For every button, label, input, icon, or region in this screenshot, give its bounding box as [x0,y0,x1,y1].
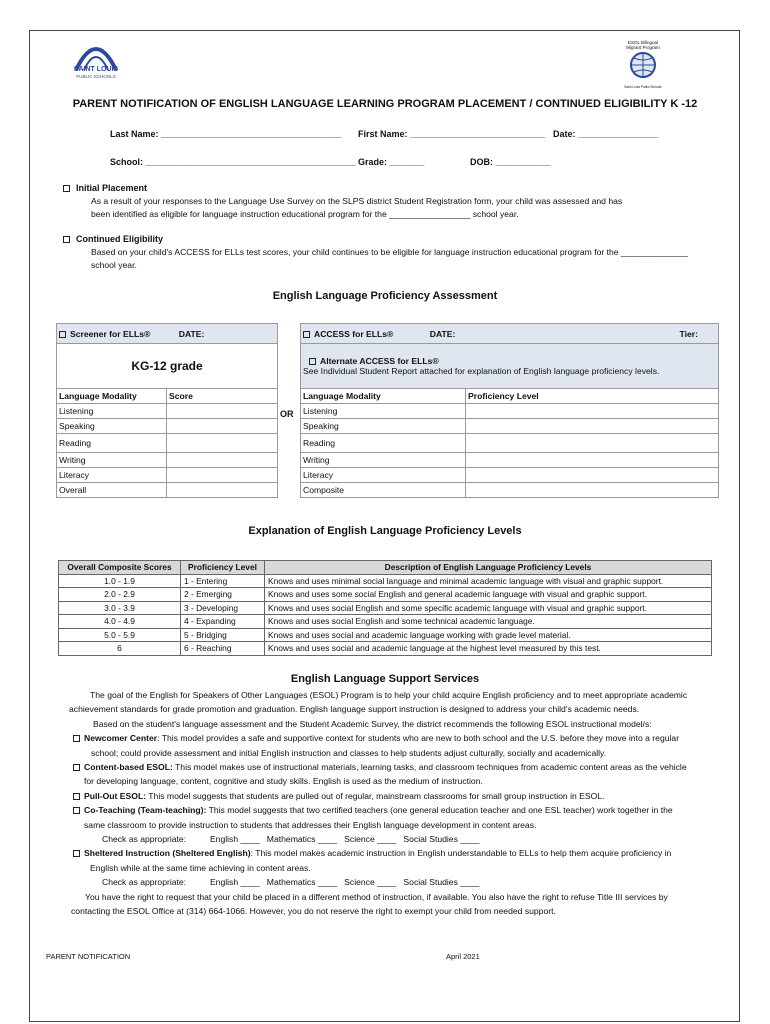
coteaching-check-subjects[interactable]: Check as appropriate: English ____ Mathematics ____ Science ____ Social Studies ____ [102,834,480,845]
continued-eligibility-checkbox[interactable] [63,236,70,243]
logo-subtext: PUBLIC SCHOOLS [76,74,116,79]
access-col-modality: Language Modality [301,389,466,404]
levels-level-cell: 6 - Reaching [181,642,265,656]
coteaching-option[interactable] [69,803,729,817]
esol-logo-line2: Migrant Program [626,45,660,50]
access-level-cell[interactable] [466,483,719,498]
alternate-access-checkbox[interactable] [309,358,316,365]
levels-desc-cell: Knows and uses some social English and general academic language with visual and graphic support. [265,588,712,602]
initial-placement-option[interactable] [63,183,147,193]
slps-logo [66,36,126,82]
table-row [59,574,712,588]
alternate-access-box [301,344,719,389]
access-table [300,323,719,498]
dob-field[interactable]: DOB: ___________ [470,157,551,167]
screener-row-label: Overall [57,483,167,498]
screener-date[interactable]: DATE: [178,328,205,339]
table-row [59,601,712,615]
coteaching-checkbox[interactable] [73,807,80,814]
screener-row-label: Writing [57,453,167,468]
levels-desc-cell: Knows and uses minimal social language and minimal academic language with visual and graphic support. [265,574,712,588]
access-level-cell[interactable] [466,404,719,419]
content-based-text2: for developing language, content, cognitive and study skills. English is used as the medium of instruction. [84,776,483,787]
access-level-cell[interactable] [466,434,719,453]
access-row-label: Listening [301,404,466,419]
access-level-cell[interactable] [466,468,719,483]
content-based-option[interactable] [69,760,729,774]
form-title: PARENT NOTIFICATION OF ENGLISH LANGUAGE LEARNING PROGRAM PLACEMENT / CONTINUED ELIGIBILITY K -12 [72,98,698,110]
access-tier[interactable]: Tier: [679,328,698,339]
alternate-access-label: Alternate ACCESS for ELLs® [320,356,439,366]
support-intro1: The goal of the English for Speakers of Other Languages (ESOL) Program is to help your child acquire English proficiency and to meet appropriate academic [90,690,688,700]
newcomer-text1: : This model provides a safe and supportive context for students who are new to both school and the U.S. before they move into a regular [157,733,680,744]
screener-grade: KG-12 grade [57,344,278,389]
screener-score-cell[interactable] [167,483,278,498]
support-heading: English Language Support Services [290,673,480,685]
table-row [59,628,712,642]
access-row-label: Composite [301,483,466,498]
esol-logo [620,40,666,88]
sheltered-check-subjects[interactable]: Check as appropriate: English ____ Mathematics ____ Science ____ Social Studies ____ [102,877,480,888]
levels-score-cell: 1.0 - 1.9 [59,574,181,588]
access-level-cell[interactable] [466,453,719,468]
screener-row-label: Reading [57,434,167,453]
levels-score-cell: 4.0 - 4.9 [59,615,181,629]
pullout-checkbox[interactable] [73,793,80,800]
pullout-option[interactable] [69,789,729,803]
access-row-label: Writing [301,453,466,468]
initial-line1: As a result of your responses to the Language Use Survey on the SLPS district Student Registration form, your child was assessed and has [91,196,623,206]
access-col-proficiency: Proficiency Level [466,389,719,404]
last-name-field[interactable]: Last Name: ____________________________________ [110,129,342,139]
screener-checkbox[interactable] [59,331,66,338]
access-date[interactable]: DATE: [429,328,456,339]
initial-placement-label: Initial Placement [76,183,148,193]
levels-header: Description of English Language Proficiency Levels [265,561,712,575]
screener-col-score: Score [167,389,278,404]
explanation-heading: Explanation of English Language Proficiency Levels [248,525,522,537]
newcomer-option[interactable] [69,731,729,745]
first-name-field[interactable]: First Name: ___________________________ [358,129,546,139]
logo-text: SAINT LOUIS [73,66,119,73]
newcomer-checkbox[interactable] [73,735,80,742]
levels-score-cell: 5.0 - 5.9 [59,628,181,642]
esol-logo-bottom: Saint Louis Public Schools [624,85,662,89]
screener-header [57,324,278,344]
access-row-label: Literacy [301,468,466,483]
levels-level-cell: 5 - Bridging [181,628,265,642]
support-intro2: achievement standards for grade promotion and graduation. English language support instruction is designed to address your child's academic needs. [69,704,640,715]
access-row-label: Speaking [301,419,466,434]
grade-field[interactable]: Grade: _______ [358,157,425,167]
initial-line2: been identified as eligible for language instruction educational program for the _________________ school year. [91,208,519,219]
access-level-cell[interactable] [466,419,719,434]
newcomer-text2: school; could provide assessment and initial English instruction and classes to help students adjust culturally, socially and academically. [91,747,607,758]
pullout-label: Pull-Out ESOL: [84,790,147,801]
coteaching-text1: This model suggests that two certified teachers (one general education teacher and one ESL teacher) work together in the [206,805,673,816]
levels-score-cell: 2.0 - 2.9 [59,588,181,602]
support-services-text [69,688,729,919]
continued-eligibility-label: Continued Eligibility [76,234,163,244]
esol-logo-line1: ESOL Bilingual [627,40,659,45]
content-based-label: Content-based ESOL: [84,762,173,773]
alternate-access-note: See Individual Student Report attached for explanation of English language proficiency levels. [303,366,660,376]
coteaching-text2: same classroom to provide instruction to students that addresses their English language development in content areas. [84,819,537,830]
levels-desc-cell: Knows and uses social English and some specific academic language with visual and graphic support. [265,601,712,615]
table-row [59,588,712,602]
access-header [301,324,719,344]
sheltered-text2: English while at the same time achieving in content areas. [90,862,311,873]
or-label: OR [280,409,294,419]
content-based-text1: This model makes use of instructional materials, learning tasks, and classroom techniques from academic content areas as the vehicle [172,762,687,773]
screener-label: Screener for ELLs® [70,328,151,339]
levels-score-cell: 6 [59,642,181,656]
assessment-heading: English Language Proficiency Assessment [272,290,498,302]
levels-desc-cell: Knows and uses social English and some technical academic language. [265,615,712,629]
closing-line1: You have the right to request that your child be placed in a different method of instruction, if available. You also have the right to refuse Title III services by [85,891,668,902]
continued-line1: Based on your child's ACCESS for ELLs test scores, your child continues to be eligible for language instruction educational program for the ______________ [91,247,688,257]
continued-eligibility-text [91,246,731,271]
footer-right: April 2021 [446,952,480,961]
screener-row-label: Literacy [57,468,167,483]
table-row [59,615,712,629]
sheltered-option[interactable] [69,846,729,860]
sheltered-text1: : This model makes academic instruction in English understandable to ELLs to help them acquire proficiency in [250,848,672,859]
access-checkbox[interactable] [303,331,310,338]
levels-header: Proficiency Level [181,561,265,575]
screener-score-cell[interactable] [167,468,278,483]
continued-eligibility-option[interactable] [63,234,163,244]
levels-level-cell: 2 - Emerging [181,588,265,602]
initial-placement-text [91,195,731,220]
newcomer-label: Newcomer Center [84,733,158,744]
alternate-access-option[interactable] [309,356,716,366]
content-based-checkbox[interactable] [73,764,80,771]
screener-row-label: Speaking [57,419,167,434]
sheltered-checkbox[interactable] [73,850,80,857]
levels-desc-cell: Knows and uses social and academic language at the highest level measured by this test. [265,642,712,656]
levels-desc-cell: Knows and uses social and academic language working with grade level material. [265,628,712,642]
screener-score-cell[interactable] [167,419,278,434]
coteaching-label: Co-Teaching (Team-teaching): [84,805,207,816]
pullout-text: This model suggests that students are pulled out of regular, mainstream classrooms for small group instruction in ESOL. [146,790,605,801]
access-row-label: Reading [301,434,466,453]
levels-level-cell: 4 - Expanding [181,615,265,629]
date-field[interactable]: Date: ________________ [553,129,659,139]
levels-score-cell: 3.0 - 3.9 [59,601,181,615]
screener-score-cell[interactable] [167,453,278,468]
screener-row-label: Listening [57,404,167,419]
table-row [59,642,712,656]
school-field[interactable]: School: __________________________________________ [110,157,356,167]
closing-line2: contacting the ESOL Office at (314) 664-1066. However, you do not reserve the right to exempt your child from needed support. [71,906,556,917]
levels-header: Overall Composite Scores [59,561,181,575]
sheltered-label: Sheltered Instruction (Sheltered English) [84,848,251,859]
levels-level-cell: 3 - Developing [181,601,265,615]
proficiency-levels-table [58,560,712,656]
initial-placement-checkbox[interactable] [63,185,70,192]
support-intro3: Based on the student's language assessment and the Student Academic Survey, the district recommends the following ESOL instructional model/s: [93,718,652,729]
screener-score-cell[interactable] [167,434,278,453]
access-label: ACCESS for ELLs® [314,328,394,339]
footer-left: PARENT NOTIFICATION [46,952,131,961]
levels-level-cell: 1 - Entering [181,574,265,588]
screener-score-cell[interactable] [167,404,278,419]
screener-table [56,323,278,498]
globe-icon [620,50,666,80]
continued-line2: school year. [91,259,137,270]
screener-col-modality: Language Modality [57,389,167,404]
